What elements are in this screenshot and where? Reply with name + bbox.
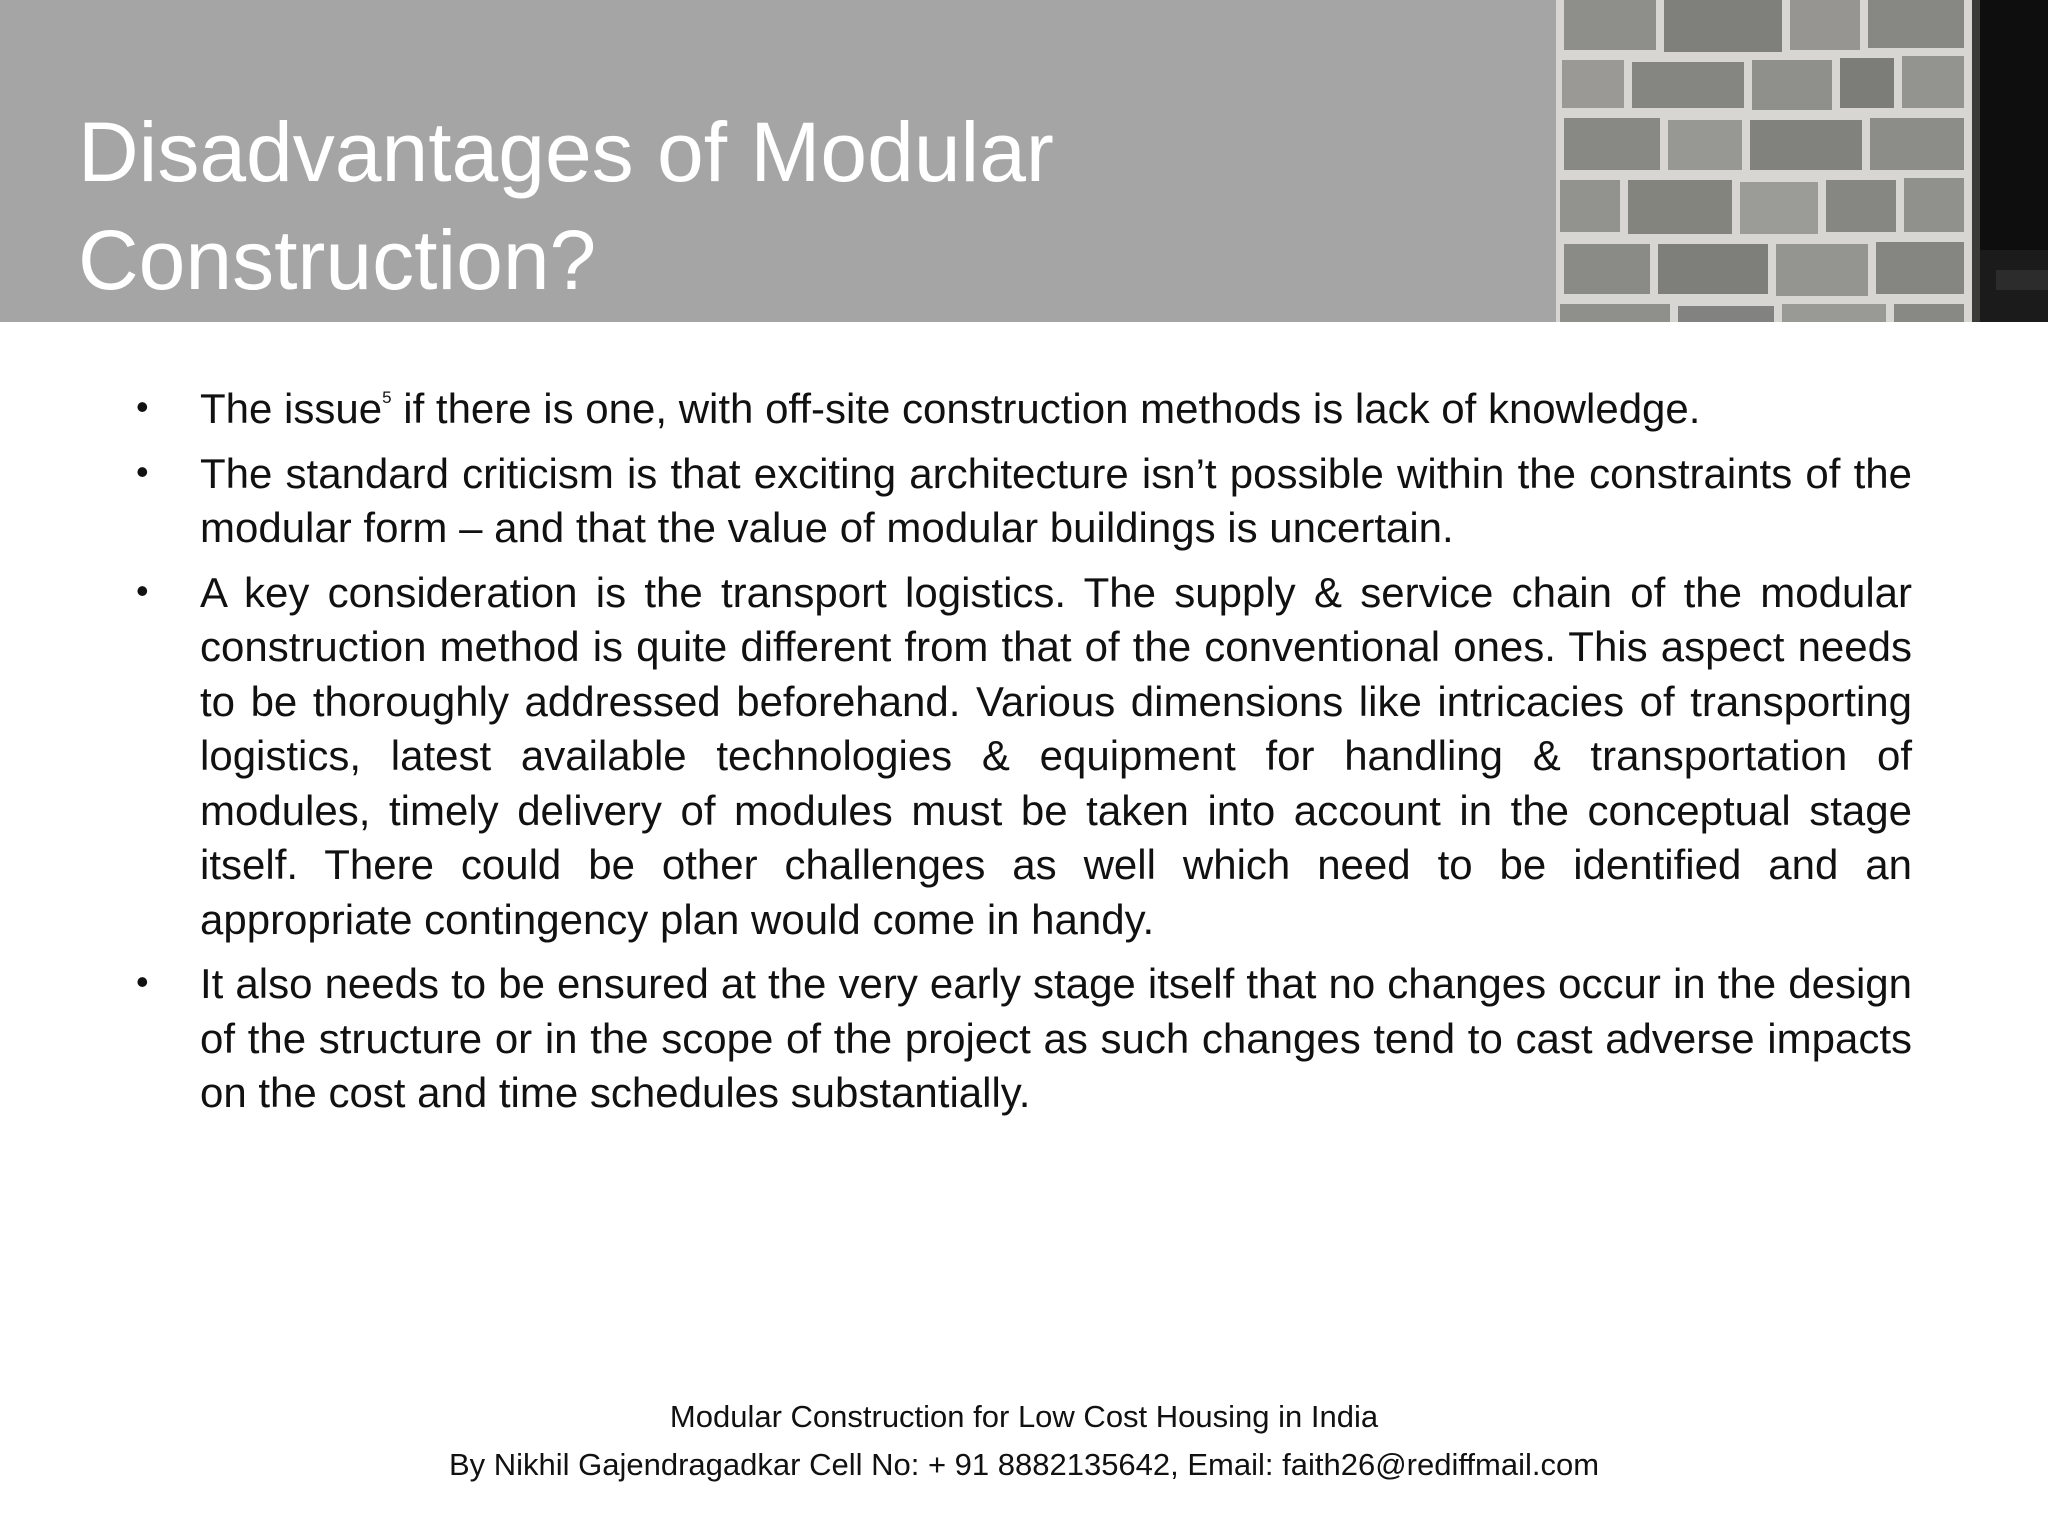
footer-author-contact: By Nikhil Gajendragadkar Cell No: + 91 8882135642, Email: faith26@rediffmail.com	[448, 1447, 1600, 1482]
bullet-item-1	[130, 382, 1912, 437]
bullet-list	[130, 382, 1912, 1131]
bullet-1-rest: if there is one, with off-site construction methods is lack of knowledge.	[391, 385, 1701, 432]
slide-footer	[0, 1393, 2048, 1489]
bullet-marker: •	[136, 961, 149, 1002]
stone-wall-image	[1556, 0, 2048, 322]
footnote-marker: 5	[382, 388, 392, 407]
bullet-1-lead: The issue	[200, 385, 383, 432]
bullet-item-2	[130, 447, 1912, 556]
title-line-2: Construction?	[78, 213, 597, 307]
title-line-1: Disadvantages of Modular	[78, 105, 1054, 199]
bullet-2-text: The standard criticism is that exciting architecture isn’t possible within the constraints of the modular form – and that the value of modular buildings is uncertain.	[200, 449, 1912, 551]
bullet-marker: •	[136, 569, 149, 611]
bullet-marker: •	[136, 450, 149, 492]
bullet-item-4	[130, 957, 1912, 1121]
slide-title	[78, 98, 1478, 314]
bullet-marker: •	[136, 386, 149, 427]
bullet-item-3	[130, 566, 1912, 948]
bullet-4-text: It also needs to be ensured at the very early stage itself that no changes occur in the design of the structure or in the scope of the project as such changes tend to cast adverse impacts on the cost and time schedules substantially.	[200, 960, 1912, 1116]
bullet-3-text: A key consideration is the transport logistics. The supply & service chain of the modular construction method is quite different from that of the conventional ones. This aspect needs to be thoroughly addressed beforehand. Various dimensions like intricacies of transporting logistics, latest available technologies & equipment for handling & transportation of modules, timely delivery of modules must be taken into account in the conceptual stage itself. There could be other challenges as well which need to be identified and an appropriate contingency plan would come in handy.	[200, 568, 1912, 943]
footer-title: Modular Construction for Low Cost Housing in India	[669, 1399, 1379, 1434]
